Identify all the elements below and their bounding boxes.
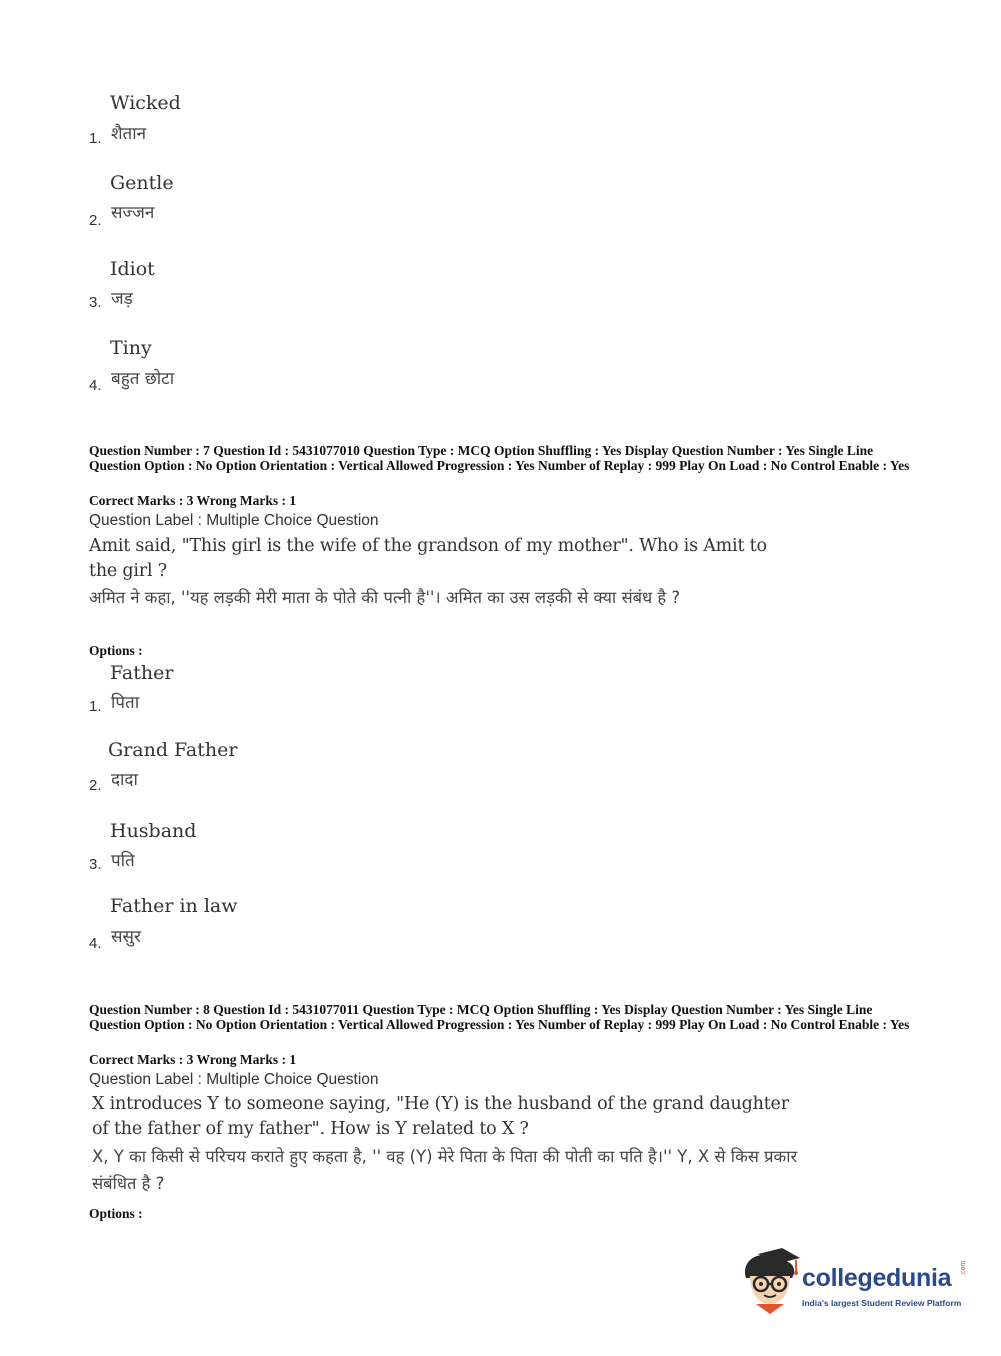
prev-option-1-number: 1. (89, 130, 102, 147)
q8-marks: Correct Marks : 3 Wrong Marks : 1 (89, 1052, 297, 1067)
q7-metadata: Question Number : 7 Question Id : 5431077010 Question Type : MCQ Option Shuffling : Yes Display Question Number : Yes Single Line Question Option : No Option Orientation : Vertical Allowed Progression : Yes Number of Replay : 999 Play On Load : No Control Enable : Yes (89, 443, 910, 473)
prev-option-2-hi: सज्जन (111, 203, 155, 223)
q8-question-text-hi: X, Y का किसी से परिचय कराते हुए कहता है, '' वह (Y) मेरे पिता के पिता की पोती का पति है।'' Y, X से किस प्रकार संबंधित है ? (92, 1147, 798, 1193)
q7-question-text-hi: अमित ने कहा, ''यह लड़की मेरी माता के पोते की पत्नी है''। अमित का उस लड़की से क्या संबंध है ? (89, 588, 681, 607)
q7-marks: Correct Marks : 3 Wrong Marks : 1 (89, 493, 297, 508)
q7-option-4-number: 4. (89, 935, 102, 952)
prev-option-1-en: Wicked (110, 92, 181, 114)
collegedunia-logo (738, 1248, 978, 1318)
q7-option-2-hi: दादा (111, 770, 138, 790)
prev-option-4-hi: बहुत छोटा (111, 369, 175, 389)
q7-option-2-en: Grand Father (108, 739, 238, 761)
prev-option-3-en: Idiot (110, 258, 155, 280)
q7-option-3-hi: पति (111, 851, 135, 871)
q8-metadata: Question Number : 8 Question Id : 5431077011 Question Type : MCQ Option Shuffling : Yes Display Question Number : Yes Single Line Question Option : No Option Orientation : Vertical Allowed Progression : Yes Number of Replay : 999 Play On Load : No Control Enable : Yes (89, 1002, 910, 1032)
q7-option-4-hi: ससुर (111, 927, 141, 947)
q7-options-heading: Options : (89, 643, 143, 658)
collegedunia-tagline: India's largest Student Review Platform (802, 1298, 962, 1308)
prev-option-1-hi: शैतान (111, 124, 147, 144)
q7-option-4-en: Father in law (110, 895, 238, 917)
q7-option-1-en: Father (110, 662, 174, 684)
q7-question-text-en: Amit said, "This girl is the wife of the grandson of my mother". Who is Amit to the girl ? (89, 536, 767, 581)
prev-option-2-en: Gentle (110, 172, 174, 194)
prev-option-2-number: 2. (89, 212, 102, 229)
prev-option-4-en: Tiny (110, 337, 152, 359)
q7-option-3-number: 3. (89, 856, 102, 873)
q7-option-3-en: Husband (110, 820, 197, 842)
collegedunia-wordmark: collegedunia (802, 1264, 952, 1292)
prev-option-4-number: 4. (89, 377, 102, 394)
q7-option-2-number: 2. (89, 777, 102, 794)
prev-option-3-number: 3. (89, 294, 102, 311)
q7-option-1-hi: पिता (111, 693, 140, 713)
q7-option-1-number: 1. (89, 698, 102, 715)
q8-question-label: Question Label : Multiple Choice Question (89, 1071, 379, 1088)
q7-question-label: Question Label : Multiple Choice Question (89, 512, 379, 529)
collegedunia-com-suffix: .com (960, 1260, 967, 1276)
q8-question-text-en: X introduces Y to someone saying, "He (Y) is the husband of the grand daughter of the father of my father". How is Y related to X ? (92, 1094, 789, 1139)
q8-options-heading: Options : (89, 1206, 143, 1221)
student-mascot-icon (738, 1248, 802, 1316)
prev-option-3-hi: जड़ (111, 289, 133, 309)
